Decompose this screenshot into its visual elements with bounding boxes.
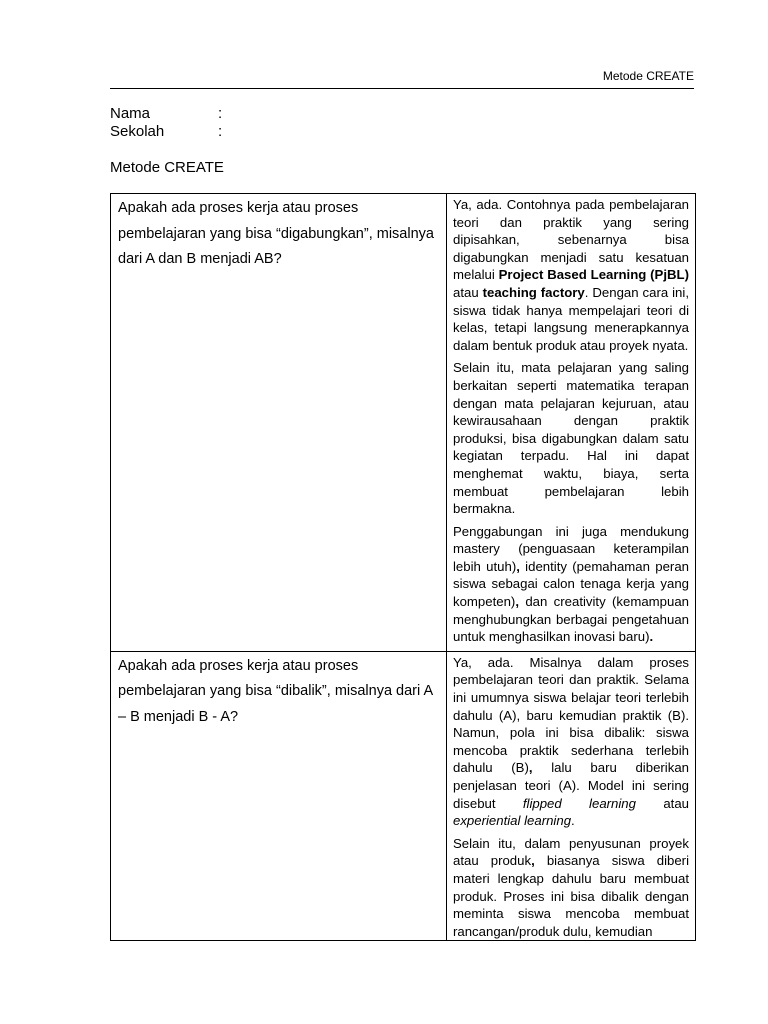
identity-colon: : bbox=[218, 123, 223, 140]
identity-label: Sekolah bbox=[110, 123, 165, 140]
identity-row-nama bbox=[110, 105, 222, 123]
answer-paragraph bbox=[453, 654, 689, 830]
answer-text: Ya, ada. Misalnya dalam proses pembelajaran teori dan praktik. Selama ini umumnya siswa belajar teori terlebih dahulu (A), baru kemudian praktik (B). Namun, pola ini bisa dibalik: siswa mencoba praktik sederhana terlebih dahulu (B) bbox=[453, 654, 689, 776]
header-divider bbox=[110, 88, 694, 89]
answer-text: biasanya siswa diberi materi lengkap dahulu baru membuat produk. Proses ini bisa dibalik dengan meminta siswa mencoba membuat rancangan/produk dulu, kemudian bbox=[453, 853, 689, 939]
answer-text: . Dengan cara ini, siswa tidak hanya mempelajari teori di kelas, tetapi langsung menerapkannya dalam bentuk produk atau proyek nyata. bbox=[453, 284, 689, 353]
answer-text: identity (pemahaman peran siswa sebagai calon tenaga kerja yang kompeten) bbox=[453, 558, 689, 610]
answer-text: . bbox=[571, 813, 575, 829]
answer-text: Penggabungan ini juga mendukung mastery (penguasaan keterampilan lebih utuh) bbox=[453, 523, 689, 574]
identity-row-sekolah bbox=[110, 123, 222, 141]
identity-label: Nama bbox=[110, 105, 151, 122]
answer-text: atau bbox=[635, 795, 689, 811]
answer-cell bbox=[447, 194, 696, 652]
answer-bold-punct: , bbox=[516, 558, 520, 574]
table-row bbox=[111, 194, 696, 652]
answer-italic-term: flipped learning bbox=[522, 795, 636, 811]
answer-italic-term: experiential learning bbox=[453, 813, 572, 829]
answer-text: Selain itu, dalam penyusunan proyek atau produk bbox=[453, 835, 689, 869]
question-cell: Apakah ada proses kerja atau proses pembelajaran yang bisa “digabungkan”, misalnya dari A dan B menjadi AB? bbox=[111, 194, 447, 652]
answer-text: atau bbox=[453, 284, 483, 300]
answer-paragraph: Selain itu, mata pelajaran yang saling berkaitan seperti matematika terapan dengan mata pelajaran kejuruan, atau kewirausahaan dengan praktik produksi, bisa digabungkan dalam satu kegiatan terpadu. Hal ini dapat menghemat waktu, biaya, serta membuat pembelajaran lebih bermakna. bbox=[453, 360, 689, 517]
page-header-title: Metode CREATE bbox=[602, 69, 694, 83]
answer-paragraph bbox=[453, 835, 689, 940]
section-title: Metode CREATE bbox=[110, 159, 224, 176]
answer-text: lalu baru diberikan penjelasan teori (A). Model ini sering disebut bbox=[453, 760, 689, 811]
answer-text: Ya, ada. Contohnya pada pembelajaran teori dan praktik yang sering dipisahkan, sebenarnya bisa digabungkan menjadi satu kesatuan melalui bbox=[453, 197, 689, 283]
answer-cell bbox=[447, 651, 696, 940]
answer-bold-punct: . bbox=[649, 629, 654, 645]
answer-paragraph bbox=[453, 523, 689, 646]
answer-bold-punct: , bbox=[528, 760, 533, 776]
question-cell: Apakah ada proses kerja atau proses pembelajaran yang bisa “dibalik”, misalnya dari A – B menjadi B - A? bbox=[111, 651, 447, 940]
answer-cell-content bbox=[453, 654, 689, 940]
qa-table bbox=[110, 193, 696, 941]
table-row bbox=[111, 651, 696, 940]
answer-text: dan creativity (kemampuan menghubungkan berbagai pengetahuan untuk menghasilkan inovasi baru) bbox=[453, 594, 689, 645]
identity-colon: : bbox=[218, 105, 223, 122]
answer-bold-punct: , bbox=[515, 594, 519, 610]
answer-paragraph bbox=[453, 196, 689, 354]
answer-bold-punct: , bbox=[531, 853, 535, 869]
identity-block bbox=[110, 105, 222, 141]
answer-bold-term: Project Based Learning (PjBL) bbox=[498, 267, 689, 283]
answer-bold-term: teaching factory bbox=[482, 284, 585, 300]
